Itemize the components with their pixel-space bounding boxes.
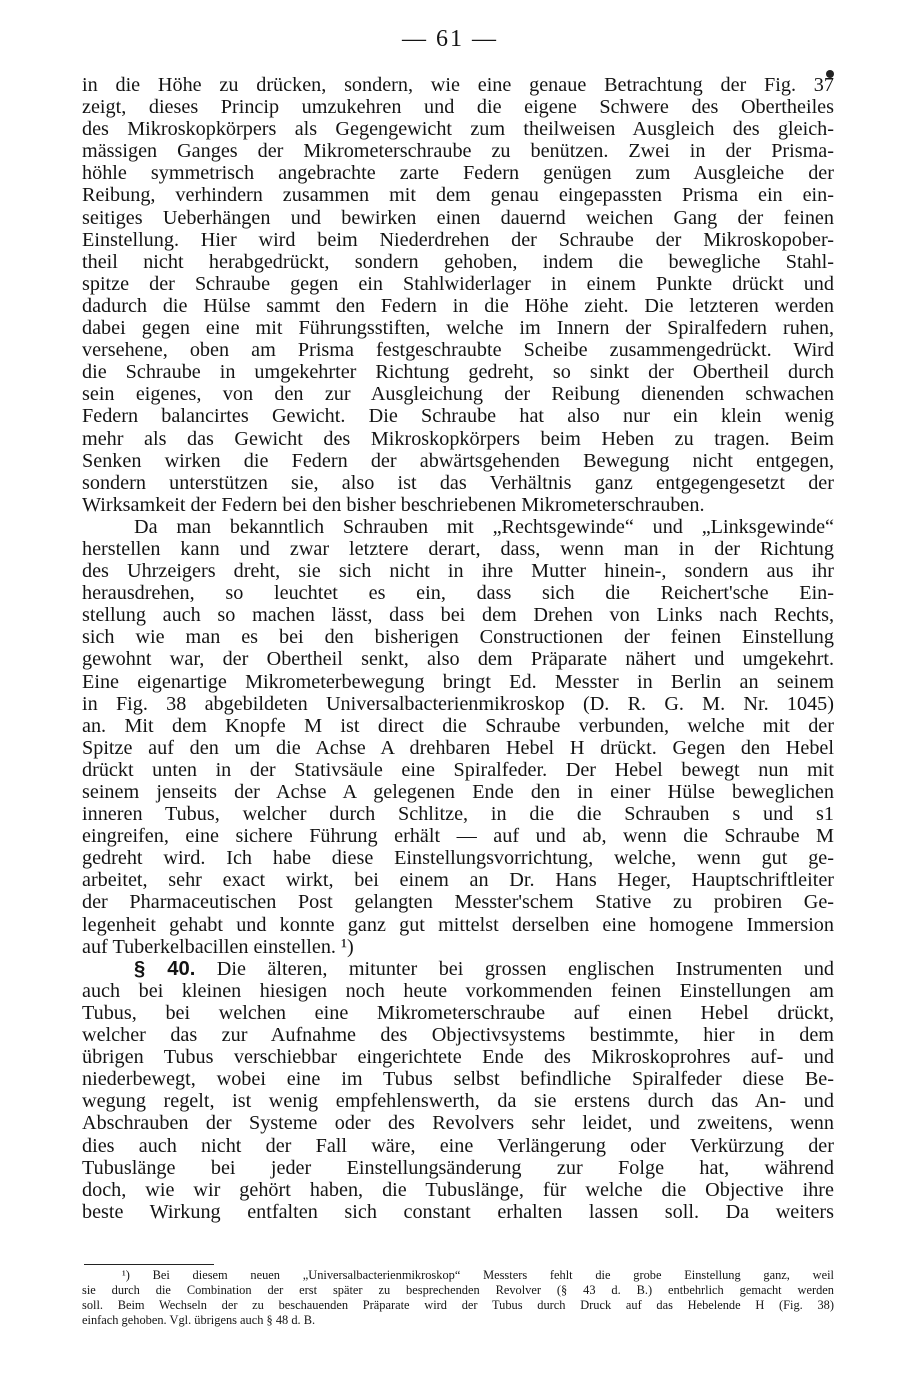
text-line: Abschrauben der Systeme oder des Revolvers sehr leidet, und zweitens, wenn [82, 1112, 834, 1135]
footnote-line: sie durch die Combination der erst später zu besprechenden Revolver (§ 43 d. B.) entbehrlich gemacht werden [82, 1283, 834, 1297]
text-line: Wirksamkeit der Federn bei den bisher beschriebenen Mikrometerschrauben. [82, 493, 705, 516]
text-line: an. Mit dem Knopfe M ist direct die Schraube verbunden, welche mit der [82, 714, 834, 737]
text-line: sich wie man es bei den bisherigen Constructionen der feinen Einstellung [82, 626, 834, 649]
footnote-rule [84, 1264, 214, 1265]
text-line: auf Tuberkelbacillen einstellen. ¹) [82, 935, 354, 958]
text-line: dabei gegen eine mit Führungsstiften, welche im Innern der Spiralfedern ruhen, [82, 317, 834, 340]
text-line: in die Höhe zu drücken, sondern, wie eine genaue Betrachtung der Fig. 37 [82, 74, 834, 96]
text-line: die Schraube in umgekehrter Richtung gedreht, so sinkt der Obertheil durch [82, 361, 834, 384]
text-line: Tubus, bei welchen eine Mikrometerschraube auf einen Hebel drückt, [82, 1001, 834, 1024]
text-line: Eine eigenartige Mikrometerbewegung bringt Ed. Messter in Berlin an seinem [82, 670, 834, 693]
footnotes [82, 1268, 834, 1328]
text-line: legenheit gehabt und konnte ganz gut mittelst derselben eine homogene Immersion [82, 913, 834, 936]
page-number-header: — 61 — [402, 26, 498, 52]
text-line: gewohnt war, der Obertheil senkt, also dem Präparate nähert und umgekehrt. [82, 648, 834, 671]
text-line: des Mikroskopkörpers als Gegengewicht zum theilweisen Ausgleich des gleich- [82, 118, 834, 141]
text-line: wegung regelt, ist wenig empfehlenswerth, da sie erstens durch das An- und [82, 1090, 834, 1113]
footnote-line: soll. Beim Wechseln der zu beschauenden Präparate wird der Tubus durch Druck auf das Hebelende H (Fig. 38) [82, 1298, 834, 1312]
text-line: sondern unterstützen sie, also ist das Verhältnis ganz entgegengesetzt der [82, 471, 834, 494]
text-line: stellung auch so machen lässt, dass bei dem Drehen von Links nach Rechts, [82, 604, 834, 627]
text-line: in Fig. 38 abgebildeten Universalbacterienmikroskop (D. R. G. M. Nr. 1045) [82, 692, 834, 715]
text-line: dadurch die Hülse sammt den Federn in die Höhe zieht. Die letzteren werden [82, 294, 834, 317]
text-line: übrigen Tubus verschiebbar eingerichtete Ende des Mikroskoprohres auf- und [82, 1046, 834, 1069]
footnote-line: einfach gehoben. Vgl. übrigens auch § 48 d. B. [82, 1313, 316, 1327]
text-line: eingreifen, eine sichere Führung erhält — auf und ab, wenn die Schraube M [82, 825, 834, 848]
main-text [82, 74, 834, 1223]
text-line: mehr als das Gewicht des Mikroskopkörpers beim Heben zu tragen. Beim [82, 427, 834, 450]
text-line: Reibung, verhindern zusammen mit dem genau eingepassten Prisma ein ein- [82, 184, 834, 207]
text-line: drückt unten in der Stativsäule eine Spiralfeder. Der Hebel bewegt nun mit [82, 758, 834, 781]
text-line [82, 958, 834, 980]
text-line: zeigt, dieses Princip umzukehren und die eigene Schwere des Obertheiles [82, 96, 834, 119]
section-first-line: Die älteren, mitunter bei grossen englischen Instrumenten und [216, 957, 835, 980]
text-line: welcher das zur Aufnahme des Objectivsystems bestimmte, hier in dem [82, 1024, 834, 1047]
text-line: herstellen kann und zwar letztere derart, dass, wenn man in der Richtung [82, 537, 834, 560]
text-line: versehene, oben am Prisma festgeschraubte Scheibe zusammengedrückt. Wird [82, 339, 834, 362]
text-line: Federn balancirtes Gewicht. Die Schraube hat also nur ein klein wenig [82, 405, 834, 428]
text-line: beste Wirkung entfalten sich constant erhalten lassen soll. Da weiters [82, 1200, 834, 1223]
text-line: seitiges Ueberhängen und bewirken einen dauernd weichen Gang der feinen [82, 206, 834, 229]
text-line: arbeitet, sehr exact wirkt, bei einem an Dr. Hans Heger, Hauptschriftleiter [82, 869, 834, 892]
text-line: Tubuslänge bei jeder Einstellungsänderung zur Folge hat, während [82, 1156, 834, 1179]
text-line: des Uhrzeigers dreht, sie sich nicht in ihre Mutter hinein-, sondern aus ihr [82, 560, 834, 583]
text-line: sein eigenes, von den zur Ausgleichung der Reibung dienenden schwachen [82, 383, 834, 406]
text-line: niederbewegt, wobei eine im Tubus selbst befindliche Spiralfeder diese Be- [82, 1068, 834, 1091]
text-line: herausdrehen, so leuchtet es ein, dass sich die Reichert'sche Ein- [82, 582, 834, 605]
text-line: spitze der Schraube gegen ein Stahlwiderlager in einem Punkte drückt und [82, 272, 834, 295]
text-line: höhle symmetrisch angebrachte zarte Federn genügen zum Ausgleiche der [82, 162, 834, 185]
text-line: mässigen Ganges der Mikrometerschraube zu benützen. Zwei in der Prisma- [82, 140, 834, 163]
text-line: Senken wirken die Federn der abwärtsgehenden Bewegung nicht entgegen, [82, 449, 834, 472]
text-line: dies auch nicht der Fall wäre, eine Verlängerung oder Verkürzung der [82, 1134, 834, 1157]
text-line: der Pharmaceutischen Post gelangten Messter'schem Stative zu probiren Ge- [82, 891, 834, 914]
footnote-line: ¹) Bei diesem neuen „Universalbacterienmikroskop“ Messters fehlt die grobe Einstellung ganz, weil [122, 1268, 834, 1282]
text-line: gedreht wird. Ich habe diese Einstellungsvorrichtung, welche, wenn gut ge- [82, 847, 834, 870]
text-line: doch, wie wir gehört haben, die Tubuslänge, für welche die Objective ihre [82, 1178, 834, 1201]
text-line: Einstellung. Hier wird beim Niederdrehen der Schraube der Mikroskopober- [82, 228, 834, 251]
text-line: Spitze auf den um die Achse A drehbaren Hebel H drückt. Gegen den Hebel [82, 736, 834, 759]
section-marker: § 40. [134, 957, 196, 980]
text-line: Da man bekanntlich Schrauben mit „Rechtsgewinde“ und „Linksgewinde“ [134, 515, 834, 538]
text-line: seinem jenseits der Achse A gelegenen Ende den in einer Hülse beweglichen [82, 781, 834, 803]
text-line: auch bei kleinen hiesigen noch heute vorkommenden feinen Einstellungen am [82, 979, 834, 1002]
text-line: inneren Tubus, welcher durch Schlitze, in die die Schrauben s und s1 [82, 803, 834, 826]
text-line: theil nicht herabgedrückt, sondern gehoben, indem die bewegliche Stahl- [82, 250, 834, 273]
